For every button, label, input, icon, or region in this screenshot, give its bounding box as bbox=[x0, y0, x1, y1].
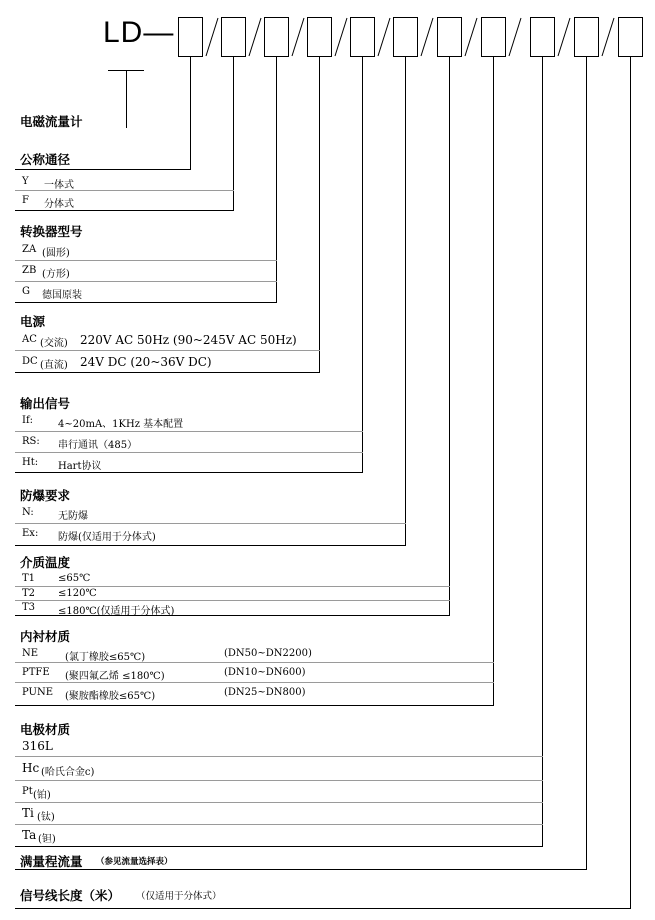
temperature-option-desc: ≤120℃ bbox=[58, 588, 97, 599]
row-divider bbox=[15, 586, 450, 587]
code-box-3 bbox=[264, 17, 289, 57]
temperature-option-code: T3 bbox=[22, 602, 36, 613]
t-connector-stem bbox=[126, 70, 127, 128]
leader-3 bbox=[276, 57, 277, 302]
code-box-9 bbox=[530, 17, 555, 57]
slash-2 bbox=[247, 17, 263, 57]
converter-option-desc: (方形) bbox=[42, 269, 70, 280]
row-divider bbox=[15, 190, 234, 191]
lining-option-range: (DN10~DN600) bbox=[224, 667, 306, 678]
lining-option-desc: (氯丁橡胶≤65℃) bbox=[65, 652, 146, 663]
electrode-option-code: Hc bbox=[22, 761, 40, 775]
leader-4 bbox=[319, 57, 320, 373]
electrode-title: 电极材质 bbox=[20, 722, 71, 737]
output-title: 输出信号 bbox=[20, 396, 71, 411]
electrode-end-rule bbox=[15, 846, 543, 847]
lining-option-code: PTFE bbox=[22, 667, 50, 678]
output-option-code: RS: bbox=[22, 436, 40, 447]
explosion-end-rule bbox=[15, 545, 406, 546]
output-option-desc: 串行通讯（485） bbox=[58, 440, 138, 451]
slash-4 bbox=[333, 17, 349, 57]
row-divider bbox=[15, 802, 543, 803]
explosion-option-code: N: bbox=[22, 507, 34, 518]
converter-option-code: G bbox=[22, 286, 30, 297]
leader-5 bbox=[362, 57, 363, 472]
row-divider bbox=[15, 824, 543, 825]
power-end-rule bbox=[15, 372, 320, 373]
electrode-option-code: Ta bbox=[22, 828, 37, 842]
row-divider bbox=[15, 662, 494, 663]
code-box-6 bbox=[393, 17, 418, 57]
explosion-option-desc: 无防爆 bbox=[58, 511, 88, 522]
output-option-desc: Hart协议 bbox=[58, 461, 102, 472]
power-option-desc: 220V AC 50Hz (90~245V AC 50Hz) bbox=[80, 333, 297, 347]
explosion-option-code: Ex: bbox=[22, 528, 39, 539]
row-divider bbox=[15, 281, 277, 282]
slash-6 bbox=[419, 17, 435, 57]
range-title: 满量程流量 bbox=[20, 854, 83, 869]
range-end-rule bbox=[15, 869, 587, 870]
temperature-option-desc: ≤180℃(仅适用于分体式) bbox=[58, 606, 175, 617]
power-option-code: AC bbox=[22, 334, 37, 345]
leader-11 bbox=[630, 57, 631, 908]
power-option-code: DC bbox=[22, 356, 38, 367]
slash-1 bbox=[204, 17, 220, 57]
lining-end-rule bbox=[15, 705, 494, 706]
power-title: 电源 bbox=[20, 314, 46, 329]
temperature-option-desc: ≤65℃ bbox=[58, 573, 91, 584]
converter-title: 转换器型号 bbox=[20, 224, 83, 239]
electrode-option-code: Pt bbox=[22, 786, 33, 797]
row-divider bbox=[15, 682, 494, 683]
lining-title: 内衬材质 bbox=[20, 629, 71, 644]
electrode-option-note: (钛) bbox=[37, 812, 55, 823]
slash-10 bbox=[600, 17, 616, 57]
output-option-code: Ht: bbox=[22, 457, 39, 468]
code-box-8 bbox=[481, 17, 506, 57]
bore-option-code: F bbox=[22, 195, 29, 206]
power-option-note: (直流) bbox=[40, 360, 68, 371]
temperature-end-rule bbox=[15, 615, 450, 616]
lining-option-desc: (聚胺酯橡胶≤65℃) bbox=[65, 691, 156, 702]
converter-option-desc: 德国原装 bbox=[42, 290, 82, 301]
code-box-7 bbox=[437, 17, 462, 57]
leader-1 bbox=[190, 57, 191, 169]
converter-option-desc: (圆形) bbox=[42, 248, 70, 259]
leader-8 bbox=[493, 57, 494, 705]
row-divider bbox=[15, 350, 320, 351]
code-box-10 bbox=[574, 17, 599, 57]
leader-7 bbox=[449, 57, 450, 615]
leader-6 bbox=[405, 57, 406, 545]
lining-option-range: (DN50~DN2200) bbox=[224, 648, 312, 659]
output-option-desc: 4~20mA、1KHz 基本配置 bbox=[58, 419, 184, 430]
row-divider bbox=[15, 756, 543, 757]
electrode-option-note: (哈氏合金c) bbox=[41, 767, 95, 778]
leader-10 bbox=[586, 57, 587, 870]
lining-option-range: (DN25~DN800) bbox=[224, 687, 306, 698]
slash-5 bbox=[376, 17, 392, 57]
converter-option-code: ZA bbox=[22, 244, 37, 255]
power-option-desc: 24V DC (20~36V DC) bbox=[80, 355, 212, 369]
bore-end-rule bbox=[15, 210, 234, 211]
lining-option-code: PUNE bbox=[22, 687, 54, 698]
row-divider bbox=[15, 260, 277, 261]
slash-7 bbox=[463, 17, 479, 57]
code-box-11 bbox=[618, 17, 643, 57]
electrode-option-note: (钽) bbox=[38, 834, 56, 845]
cable-note: （仅适用于分体式） bbox=[136, 891, 222, 902]
temperature-option-code: T2 bbox=[22, 588, 36, 599]
bore-rule bbox=[15, 169, 191, 170]
code-box-1 bbox=[178, 17, 203, 57]
power-option-note: (交流) bbox=[40, 338, 68, 349]
bore-option-desc: 分体式 bbox=[44, 199, 74, 210]
slash-3 bbox=[290, 17, 306, 57]
leader-2 bbox=[233, 57, 234, 210]
converter-option-code: ZB bbox=[22, 265, 37, 276]
slash-8 bbox=[507, 17, 523, 57]
cable-title: 信号线长度（米） bbox=[20, 888, 121, 903]
meter-title: 电磁流量计 bbox=[20, 114, 83, 129]
explosion-title: 防爆要求 bbox=[20, 488, 71, 503]
bore-option-code: Y bbox=[22, 176, 29, 187]
slash-9 bbox=[556, 17, 572, 57]
row-divider bbox=[15, 452, 363, 453]
range-note: （参见流量选择表） bbox=[96, 857, 173, 867]
bore-title: 公称通径 bbox=[20, 152, 71, 167]
model-prefix: LD— bbox=[103, 16, 175, 49]
leader-9 bbox=[542, 57, 543, 847]
temperature-option-code: T1 bbox=[22, 573, 36, 584]
lining-option-desc: (聚四氟乙烯 ≤180℃) bbox=[65, 671, 165, 682]
output-end-rule bbox=[15, 472, 363, 473]
electrode-option-code: Ti bbox=[22, 806, 34, 820]
code-box-5 bbox=[350, 17, 375, 57]
code-box-4 bbox=[307, 17, 332, 57]
row-divider bbox=[15, 431, 363, 432]
lining-option-code: NE bbox=[22, 648, 39, 659]
row-divider bbox=[15, 780, 543, 781]
code-box-2 bbox=[221, 17, 246, 57]
bore-option-desc: 一体式 bbox=[44, 180, 74, 191]
converter-end-rule bbox=[15, 302, 277, 303]
electrode-option-note: (铂) bbox=[33, 790, 51, 801]
cable-end-rule bbox=[15, 908, 631, 909]
output-option-code: If: bbox=[22, 415, 34, 426]
explosion-option-desc: 防爆(仅适用于分体式) bbox=[58, 532, 156, 543]
row-divider bbox=[15, 600, 450, 601]
electrode-option-code: 316L bbox=[22, 739, 53, 753]
temperature-title: 介质温度 bbox=[20, 555, 71, 570]
row-divider bbox=[15, 523, 406, 524]
